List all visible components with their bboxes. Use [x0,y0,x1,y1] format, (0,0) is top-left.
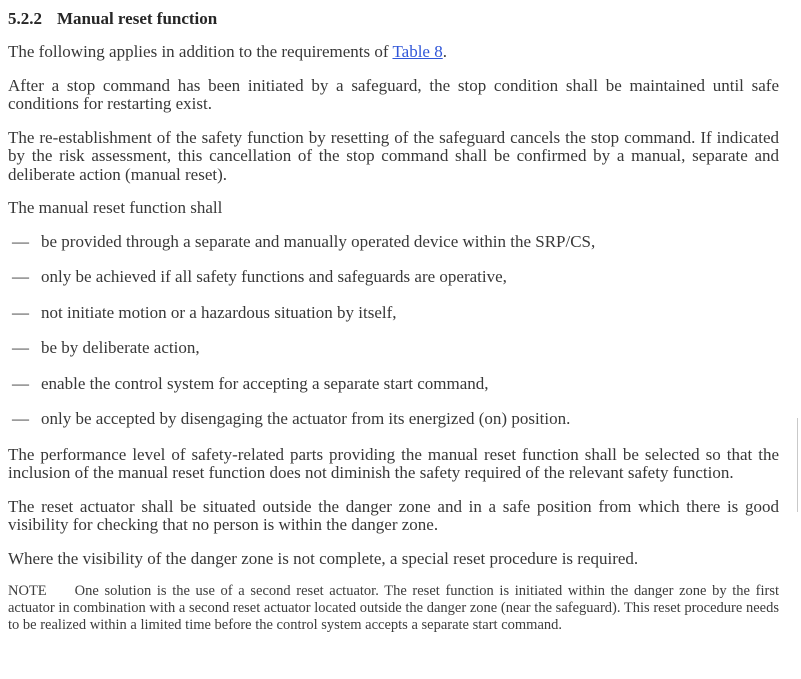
list-item [8,304,779,323]
list-item-text: not initiate motion or a hazardous situation by itself, [41,302,397,322]
list-item-text: be provided through a separate and manually operated device within the SRP/CS, [41,231,596,251]
list-item [8,339,779,358]
requirements-list [8,233,779,429]
paragraph-reestablishment: The re-establishment of the safety function by resetting of the safeguard cancels the stop command. If indicated by the risk assessment, this cancellation of the stop command shall be confirmed by a manual, separate and deliberate action (manual reset). [8,127,779,184]
list-item [8,233,779,252]
paragraph-stop-command: After a stop command has been initiated by a safeguard, the stop condition shall be maintained until safe conditions for restarting exist. [8,75,779,113]
dash-marker: — [12,231,29,251]
paragraph-reset-actuator: The reset actuator shall be situated outside the danger zone and in a safe position from which there is good visibility for checking that no person is within the danger zone. [8,496,779,534]
note-text: One solution is the use of a second reset actuator. The reset function is initiated within the danger zone by the first actuator in combination with a second reset actuator located outside the danger zone (near the safeguard). This reset procedure needs to be realized within a limited time before the control system accepts a separate start command. [8,583,779,633]
section-title: Manual reset function [57,9,218,28]
paragraph-visibility: Where the visibility of the danger zone is not complete, a special reset procedure is required. [8,548,639,568]
intro-text-before: The following applies in addition to the requirements of [8,42,393,61]
list-item [8,268,779,287]
note-label: NOTE [8,583,47,599]
paragraph-performance: The performance level of safety-related parts providing the manual reset function shall be selected so that the inclusion of the manual reset function does not diminish the safety required of the relevant safety function. [8,444,779,482]
list-item-text: only be achieved if all safety functions and safeguards are operative, [41,267,507,286]
section-heading [8,9,779,28]
dash-marker: — [12,373,29,393]
list-item-text: enable the control system for accepting a separate start command, [41,373,489,393]
dash-marker: — [12,267,29,286]
list-item [8,375,779,394]
scan-artifact-line [797,418,798,512]
list-item-text: only be accepted by disengaging the actuator from its energized (on) position. [41,409,571,428]
dash-marker: — [12,302,29,322]
dash-marker: — [12,409,29,428]
paragraph-list-intro: The manual reset function shall [8,198,223,217]
table-8-link[interactable]: Table 8 [392,42,443,61]
intro-text-after: . [442,42,447,61]
list-item-text: be by deliberate action, [41,338,200,357]
note-paragraph [8,583,779,634]
dash-marker: — [12,338,29,357]
paragraph-intro [8,43,779,62]
section-number: 5.2.2 [8,9,42,28]
list-item [8,410,779,429]
